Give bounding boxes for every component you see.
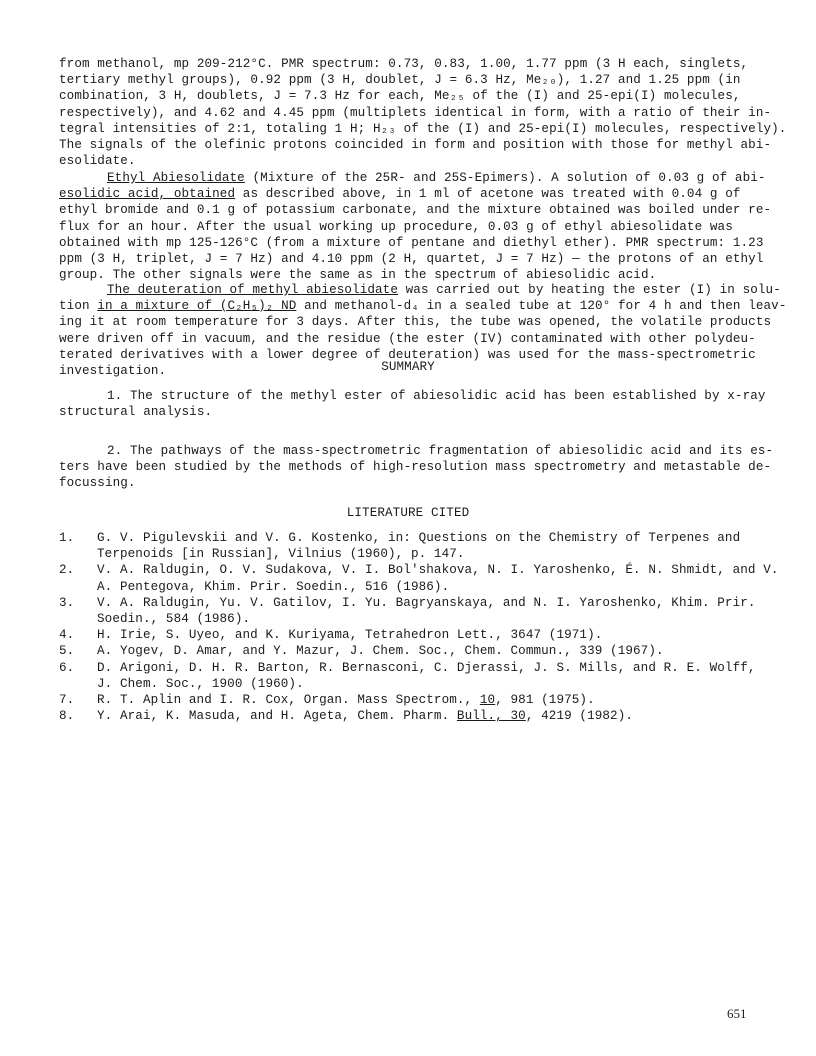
reference-text: Soedin., 584 (1986). — [97, 612, 251, 627]
text-fragment: tion — [59, 299, 98, 314]
reference-item — [59, 708, 759, 724]
reference-item — [59, 530, 759, 562]
text-line: investigation. — [59, 364, 167, 379]
reference-text: G. V. Pigulevskii and V. G. Kostenko, in: Questions on the Chemistry of Terpenes and — [97, 531, 741, 545]
text-line: ppm (3 H, triplet, J = 7 Hz) and 4.10 ppm (2 H, quartet, J = 7 Hz) — the protons of an ethyl — [59, 252, 764, 267]
summary-heading: SUMMARY — [381, 360, 435, 374]
section-lead: The deuteration of methyl abiesolidate — [107, 283, 398, 297]
underlined-fragment: esolidic acid, obtained — [59, 187, 236, 202]
reference-item — [59, 627, 759, 643]
text-line: group. The other signals were the same as in the spectrum of abiesolidic acid. — [59, 268, 657, 283]
reference-number: 8. — [59, 709, 75, 724]
reference-text: J. Chem. Soc., 1900 (1960). — [97, 676, 304, 691]
text-fragment: as described above, in 1 ml of acetone was treated with 0.04 g of — [235, 187, 741, 202]
text-line — [59, 170, 766, 186]
text-line: focussing. — [59, 476, 136, 491]
text-fragment: R. T. Aplin and I. R. Cox, Organ. Mass Spectrom., — [97, 693, 480, 708]
text-fragment: (Mixture of the 25R- and 25S-Epimers). A solution of 0.03 g of abi- — [244, 171, 766, 185]
text-fragment: and methanol-d₄ in a sealed tube at 120° for 4 h and then leav- — [296, 299, 787, 314]
reference-item — [59, 660, 759, 692]
text-line: esolidate. — [59, 154, 136, 169]
reference-item — [59, 643, 759, 659]
section-lead: Ethyl Abiesolidate — [107, 171, 245, 185]
text-line — [59, 298, 787, 314]
text-line: from methanol, mp 209-212°C. PMR spectrum: 0.73, 0.83, 1.00, 1.77 ppm (3 H each, singlets, — [59, 57, 749, 71]
volume-number: 10 — [479, 693, 496, 708]
reference-number: 3. — [59, 595, 75, 610]
reference-text: V. A. Raldugin, Yu. V. Gatilov, I. Yu. Bagryanskaya, and N. I. Yaroshenko, Khim. Prir. — [97, 595, 756, 610]
text-line: tertiary methyl groups), 0.92 ppm (3 H, doublet, J = 6.3 Hz, Me₂₀), 1.27 and 1.25 ppm (in — [59, 73, 741, 88]
text-line: 2. The pathways of the mass-spectrometric fragmentation of abiesolidic acid and its es- — [107, 444, 774, 458]
text-line: The signals of the olefinic protons coincided in form and position with those for methyl abi- — [59, 138, 772, 153]
text-line — [59, 282, 781, 298]
reference-number: 2. — [59, 563, 75, 578]
reference-list — [59, 530, 779, 724]
reference-text: H. Irie, S. Uyeo, and K. Kuriyama, Tetrahedron Lett., 3647 (1971). — [97, 628, 603, 643]
text-fragment: , 981 (1975). — [495, 693, 595, 708]
reference-text: D. Arigoni, D. H. R. Barton, R. Bernasconi, C. Djerassi, J. S. Mills, and R. E. Wolff, — [97, 660, 756, 675]
page-number: 651 — [727, 1006, 747, 1021]
text-line: ters have been studied by the methods of high-resolution mass spectrometry and metastable de- — [59, 460, 772, 475]
reference-number: 1. — [59, 531, 75, 545]
reference-text: A. Pentegova, Khim. Prir. Soedin., 516 (1986). — [97, 579, 450, 594]
text-line: respectively), and 4.62 and 4.45 ppm (multiplets identical in form, with a ratio of their in- — [59, 105, 772, 120]
text-line: terated derivatives with a lower degree of deuteration) was used for the mass-spectrometric — [59, 347, 756, 362]
reference-item — [59, 562, 779, 594]
reference-item — [59, 595, 759, 627]
summary-item-1 — [59, 388, 766, 420]
reference-number: 5. — [59, 644, 75, 659]
text-line: structural analysis. — [59, 405, 213, 420]
text-fragment: , 4219 (1982). — [525, 709, 634, 724]
underlined-fragment: in a mixture of (C₂H₅)₂ ND — [97, 299, 297, 314]
text-line: 1. The structure of the methyl ester of abiesolidic acid has been established by x-ray — [107, 389, 766, 403]
reference-text: V. A. Raldugin, O. V. Sudakova, V. I. Bol'shakova, N. I. Yaroshenko, É. N. Shmidt, and V. — [97, 563, 779, 578]
reference-item — [59, 692, 759, 708]
reference-text — [97, 692, 759, 708]
text-line: tegral intensities of 2:1, totaling 1 H; H₂₃ of the (I) and 25-epi(I) molecules, respectively). — [59, 121, 787, 136]
reference-number: 6. — [59, 660, 75, 675]
reference-text: A. Yogev, D. Amar, and Y. Mazur, J. Chem. Soc., Chem. Commun., 339 (1967). — [97, 644, 664, 659]
text-fragment: Y. Arai, K. Masuda, and H. Ageta, Chem. Pharm. — [97, 709, 457, 724]
text-line: were driven off in vacuum, and the residue (the ester (IV) contaminated with other polydeu- — [59, 331, 756, 346]
text-line: ethyl bromide and 0.1 g of potassium carbonate, and the mixture obtained was boiled under re- — [59, 203, 772, 218]
summary-item-2 — [59, 443, 774, 492]
text-line — [59, 186, 759, 202]
volume-number: Bull., 30 — [456, 709, 526, 724]
literature-heading: LITERATURE CITED — [346, 506, 470, 520]
reference-text — [97, 708, 759, 724]
reference-text: Terpenoids [in Russian], Vilnius (1960), p. 147. — [97, 547, 465, 562]
text-fragment: was carried out by heating the ester (I) in solu- — [397, 283, 781, 297]
text-line: flux for an hour. After the usual working up procedure, 0.03 g of ethyl abiesolidate was — [59, 219, 733, 234]
text-line: combination, 3 H, doublets, J = 7.3 Hz for each, Me₂₅ of the (I) and 25-epi(I) molecules, — [59, 89, 741, 104]
pmr-paragraph — [59, 56, 787, 169]
ethyl-abiesolidate-paragraph — [59, 170, 772, 283]
text-line: obtained with mp 125-126°C (from a mixture of pentane and diethyl ether). PMR spectrum: 1.23 — [59, 235, 764, 250]
text-line: ing it at room temperature for 3 days. After this, the tube was opened, the volatile products — [59, 315, 772, 330]
reference-number: 4. — [59, 628, 75, 643]
reference-number: 7. — [59, 693, 75, 708]
